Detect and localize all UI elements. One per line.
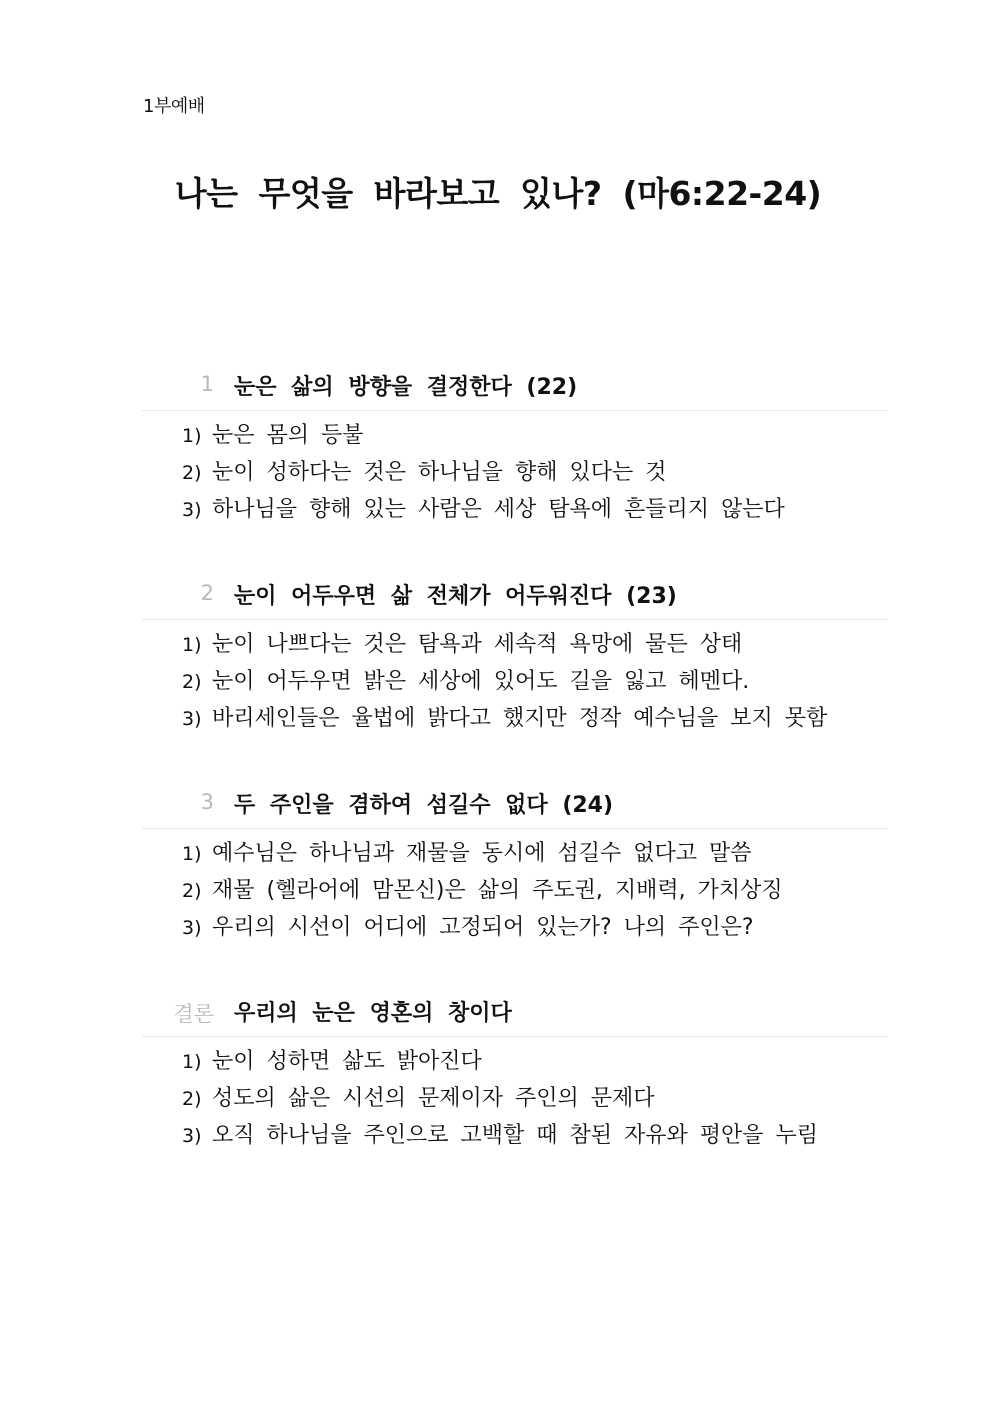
item-text: 하나님을 향해 있는 사람은 세상 탐욕에 흔들리지 않는다 bbox=[212, 497, 785, 522]
section-header bbox=[143, 368, 887, 408]
section-1 bbox=[143, 368, 887, 522]
item-number: 2) bbox=[182, 671, 202, 693]
item-text: 우리의 시선이 어디에 고정되어 있는가? 나의 주인은? bbox=[212, 915, 754, 940]
item-text: 예수님은 하나님과 재물을 동시에 섬길수 없다고 말씀 bbox=[212, 841, 752, 866]
list-item bbox=[182, 701, 827, 738]
section-divider bbox=[143, 1036, 887, 1037]
section-3 bbox=[143, 786, 887, 940]
list-item bbox=[182, 664, 827, 701]
section-heading: 두 주인을 겸하여 섬길수 없다 (24) bbox=[234, 793, 614, 818]
list-item bbox=[182, 836, 783, 873]
section-conclusion bbox=[143, 994, 887, 1148]
item-text: 오직 하나님을 주인으로 고백할 때 참된 자유와 평안을 누림 bbox=[212, 1123, 818, 1148]
section-2 bbox=[143, 577, 887, 731]
item-text: 눈은 몸의 등불 bbox=[212, 423, 364, 448]
section-number: 2 bbox=[200, 581, 214, 605]
item-number: 2) bbox=[182, 462, 202, 484]
section-number: 3 bbox=[200, 790, 214, 814]
list-item bbox=[182, 418, 785, 455]
item-text: 눈이 성하다는 것은 하나님을 향해 있다는 것 bbox=[212, 460, 667, 485]
sermon-title: 나는 무엇을 바라보고 있나? (마6:22-24) bbox=[174, 174, 822, 213]
item-number: 1) bbox=[182, 1051, 202, 1073]
section-item-list bbox=[182, 836, 783, 947]
list-item bbox=[182, 1044, 818, 1081]
item-number: 1) bbox=[182, 425, 202, 447]
section-heading: 눈이 어두우면 삶 전체가 어두워진다 (23) bbox=[234, 584, 677, 609]
list-item bbox=[182, 1118, 818, 1155]
item-number: 3) bbox=[182, 917, 202, 939]
section-heading: 눈은 삶의 방향을 결정한다 (22) bbox=[234, 375, 578, 400]
section-heading: 우리의 눈은 영혼의 창이다 bbox=[234, 1001, 512, 1026]
item-number: 1) bbox=[182, 634, 202, 656]
section-divider bbox=[143, 619, 887, 620]
item-number: 2) bbox=[182, 1088, 202, 1110]
section-item-list bbox=[182, 418, 785, 529]
list-item bbox=[182, 910, 783, 947]
service-label: 1부예배 bbox=[143, 96, 205, 117]
section-divider bbox=[143, 410, 887, 411]
item-text: 바리세인들은 율법에 밝다고 했지만 정작 예수님을 보지 못함 bbox=[212, 706, 828, 731]
item-text: 눈이 어두우면 밝은 세상에 있어도 길을 잃고 헤멘다. bbox=[212, 669, 750, 694]
list-item bbox=[182, 455, 785, 492]
list-item bbox=[182, 1081, 818, 1118]
list-item bbox=[182, 873, 783, 910]
section-item-list bbox=[182, 627, 827, 738]
item-number: 1) bbox=[182, 843, 202, 865]
item-number: 3) bbox=[182, 708, 202, 730]
section-number: 1 bbox=[200, 372, 214, 396]
list-item bbox=[182, 627, 827, 664]
section-header bbox=[143, 786, 887, 826]
list-item bbox=[182, 492, 785, 529]
section-header bbox=[143, 994, 887, 1034]
section-number: 결론 bbox=[173, 1002, 214, 1026]
item-number: 2) bbox=[182, 880, 202, 902]
section-item-list bbox=[182, 1044, 818, 1155]
item-number: 3) bbox=[182, 1125, 202, 1147]
item-number: 3) bbox=[182, 499, 202, 521]
item-text: 재물 (헬라어에 맘몬신)은 삶의 주도권, 지배력, 가치상징 bbox=[212, 878, 783, 903]
item-text: 눈이 나쁘다는 것은 탐욕과 세속적 욕망에 물든 상태 bbox=[212, 632, 743, 657]
section-divider bbox=[143, 828, 887, 829]
section-header bbox=[143, 577, 887, 617]
item-text: 눈이 성하면 삶도 밝아진다 bbox=[212, 1049, 482, 1074]
item-text: 성도의 삶은 시선의 문제이자 주인의 문제다 bbox=[212, 1086, 655, 1111]
